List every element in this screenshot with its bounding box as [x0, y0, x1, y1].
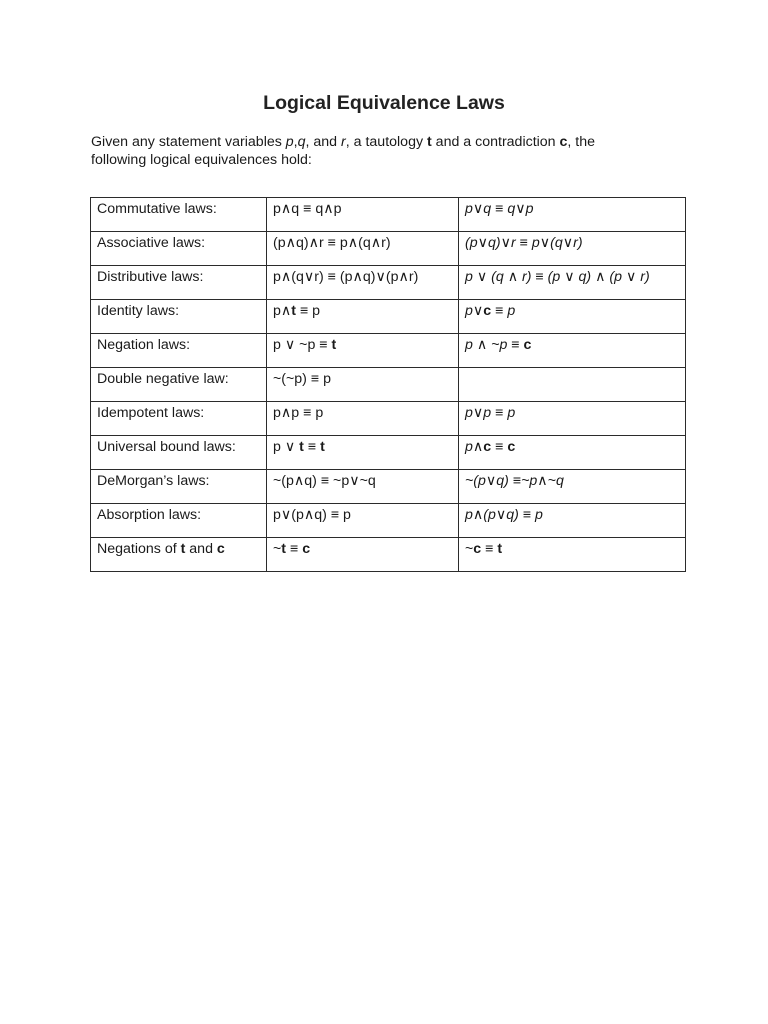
tautology-symbol: t	[331, 337, 337, 353]
formula-part: ~	[273, 541, 282, 557]
law-and-form	[267, 436, 459, 470]
tautology-symbol: t	[281, 541, 287, 557]
law-name: Absorption laws:	[91, 504, 267, 538]
tautology-symbol: t	[497, 541, 503, 557]
law-and-form: ~(p∧q) ≡ ~p∨~q	[267, 470, 459, 504]
law-and-form: p∨(p∧q) ≡ p	[267, 504, 459, 538]
intro-paragraph	[91, 133, 691, 169]
law-or-form	[459, 538, 686, 572]
contradiction-symbol: c	[483, 303, 492, 319]
law-or-form	[459, 334, 686, 368]
intro-text: , the	[567, 134, 596, 150]
table-row	[91, 538, 686, 572]
formula-part: ≡	[491, 439, 508, 455]
law-name-part: and	[185, 541, 217, 557]
law-name: DeMorgan’s laws:	[91, 470, 267, 504]
formula-part: ~	[465, 541, 474, 557]
formula-part: ≡ p	[296, 303, 321, 319]
law-or-form: p ∨ (q ∧ r) ≡ (p ∨ q) ∧ (p ∨ r)	[459, 266, 686, 300]
table-row	[91, 198, 686, 232]
intro-text: and a contradiction	[431, 134, 560, 150]
contradiction-symbol: c	[473, 541, 482, 557]
law-and-form: ~(~p) ≡ p	[267, 368, 459, 402]
law-or-form: p∨p ≡ p	[459, 402, 686, 436]
law-name: Double negative law:	[91, 368, 267, 402]
formula-part: ≡ p	[491, 303, 516, 319]
formula-part: ≡	[303, 439, 321, 455]
intro-text: Given any statement variables	[91, 134, 286, 150]
tautology-symbol: t	[320, 439, 325, 455]
intro-text: , a tautology	[345, 134, 427, 150]
formula-part: p ∨	[273, 439, 300, 455]
tautology-symbol: t	[427, 134, 432, 150]
intro-line-2: following logical equivalences hold:	[91, 152, 312, 168]
formula-part: p∧	[273, 303, 292, 319]
law-or-form: ~(p∨q) ≡~p∧~q	[459, 470, 686, 504]
contradiction-symbol: c	[216, 541, 225, 557]
contradiction-symbol: c	[483, 439, 492, 455]
var-p: p	[285, 134, 294, 150]
table-row	[91, 470, 686, 504]
table-row	[91, 504, 686, 538]
intro-comma: ,	[293, 134, 298, 150]
law-or-form	[459, 368, 686, 402]
contradiction-symbol: c	[507, 439, 516, 455]
law-name: Distributive laws:	[91, 266, 267, 300]
page-title: Logical Equivalence Laws	[263, 92, 505, 114]
var-r: r	[341, 134, 346, 150]
law-name: Universal bound laws:	[91, 436, 267, 470]
law-and-form	[267, 300, 459, 334]
contradiction-symbol: c	[302, 541, 311, 557]
contradiction-symbol: c	[559, 134, 568, 150]
table-row	[91, 232, 686, 266]
law-name: Idempotent laws:	[91, 402, 267, 436]
law-and-form: (p∧q)∧r ≡ p∧(q∧r)	[267, 232, 459, 266]
law-and-form	[267, 334, 459, 368]
law-name: Associative laws:	[91, 232, 267, 266]
formula-part: p ∧ ~p ≡	[465, 337, 524, 353]
law-name	[91, 538, 267, 572]
contradiction-symbol: c	[523, 337, 532, 353]
table-row	[91, 436, 686, 470]
formula-part: ≡	[286, 541, 303, 557]
table-row	[91, 334, 686, 368]
law-or-form	[459, 300, 686, 334]
formula-part: ≡	[481, 541, 498, 557]
equivalence-laws-table	[90, 197, 686, 572]
table-row	[91, 402, 686, 436]
formula-part: p∨	[465, 303, 484, 319]
intro-text: , and	[305, 134, 342, 150]
law-name: Commutative laws:	[91, 198, 267, 232]
formula-part: p ∨ ~p ≡	[273, 337, 332, 353]
tautology-symbol: t	[291, 303, 297, 319]
law-or-form: p∨q ≡ q∨p	[459, 198, 686, 232]
law-or-form: (p∨q)∨r ≡ p∨(q∨r)	[459, 232, 686, 266]
formula-part: p∧	[465, 439, 484, 455]
law-or-form	[459, 436, 686, 470]
table-row	[91, 300, 686, 334]
law-or-form: p∧(p∨q) ≡ p	[459, 504, 686, 538]
law-and-form: p∧p ≡ p	[267, 402, 459, 436]
table-row	[91, 266, 686, 300]
tautology-symbol: t	[180, 541, 186, 557]
law-and-form	[267, 538, 459, 572]
law-name: Identity laws:	[91, 300, 267, 334]
var-q: q	[297, 134, 306, 150]
law-and-form: p∧(q∨r) ≡ (p∧q)∨(p∧r)	[267, 266, 459, 300]
law-name: Negation laws:	[91, 334, 267, 368]
tautology-symbol: t	[299, 439, 304, 455]
law-name-part: Negations of	[97, 541, 181, 557]
table-row	[91, 368, 686, 402]
law-and-form: p∧q ≡ q∧p	[267, 198, 459, 232]
